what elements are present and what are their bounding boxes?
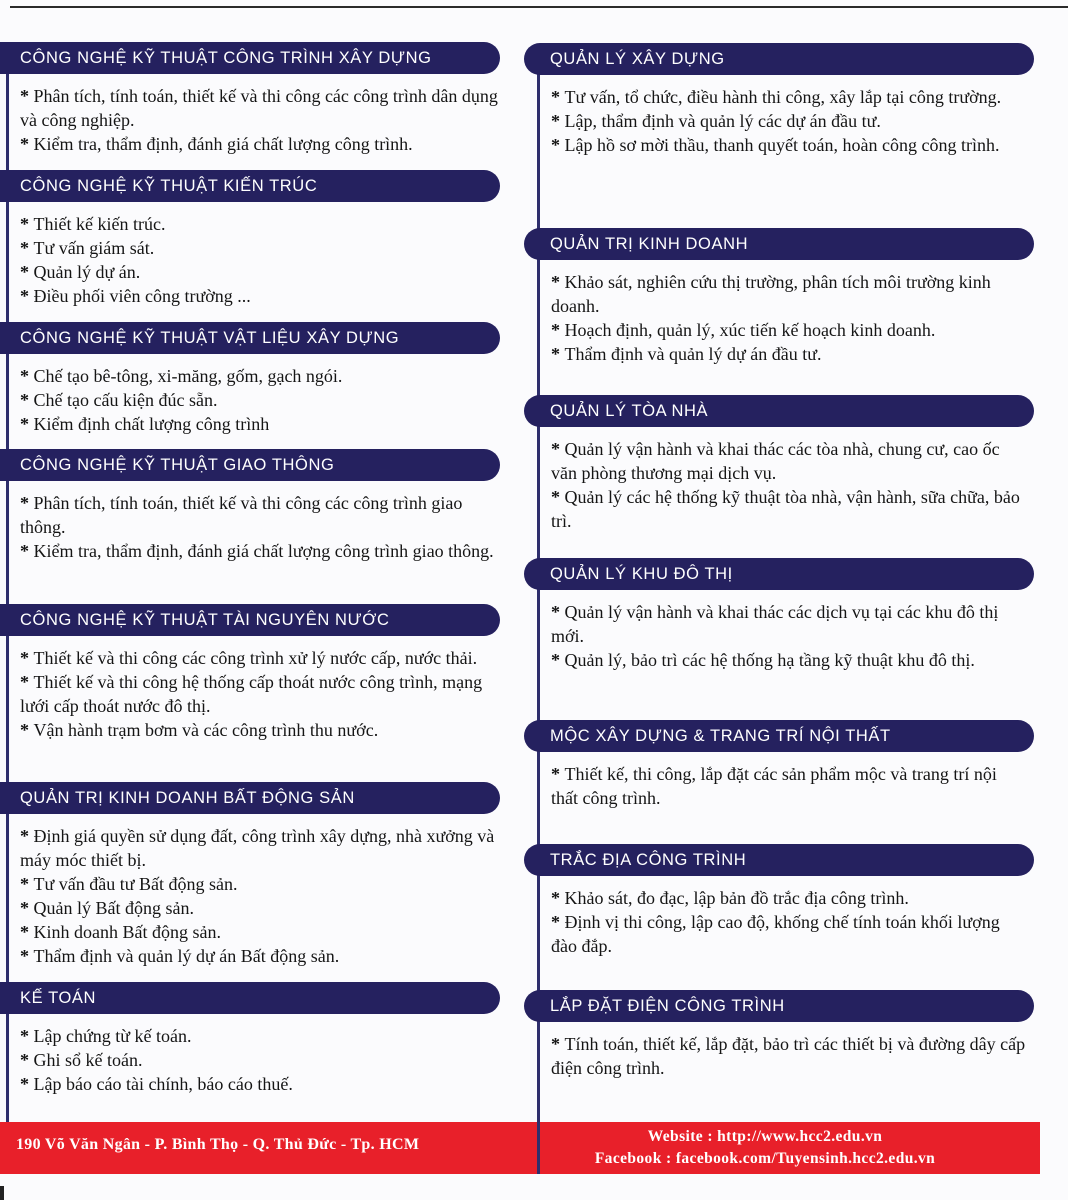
website-link[interactable]: Website : http://www.hcc2.edu.vn xyxy=(647,1128,883,1145)
list-item: * Lập hồ sơ mời thầu, thanh quyết toán, hoàn công công trình. xyxy=(551,133,1028,157)
top-rule xyxy=(10,6,1068,8)
section-bat-dong-san xyxy=(0,782,500,968)
section-ke-toan xyxy=(0,982,500,1096)
list-item: * Kiểm tra, thẩm định, đánh giá chất lượng công trình giao thông. xyxy=(20,539,500,563)
list-item: * Phân tích, tính toán, thiết kế và thi công các công trình giao thông. xyxy=(20,491,500,539)
section-header: QUẢN TRỊ KINH DOANH xyxy=(524,228,1034,260)
section-header: MỘC XÂY DỰNG & TRANG TRÍ NỘI THẤT xyxy=(524,720,1034,752)
list-item: * Thiết kế và thi công hệ thống cấp thoát nước công trình, mạng lưới cấp thoát nước đô thị. xyxy=(20,670,500,718)
list-item: * Quản lý vận hành và khai thác các dịch vụ tại các khu đô thị mới. xyxy=(551,600,1028,648)
section-header: CÔNG NGHỆ KỸ THUẬT VẬT LIỆU XÂY DỰNG xyxy=(0,322,500,354)
footer-address: 190 Võ Văn Ngân - P. Bình Thọ - Q. Thủ Đức - Tp. HCM xyxy=(16,1136,420,1153)
section-moc-noi-that xyxy=(524,720,1034,810)
list-item: * Quản lý các hệ thống kỹ thuật tòa nhà, vận hành, sữa chữa, bảo trì. xyxy=(551,485,1028,533)
section-header: QUẢN LÝ TÒA NHÀ xyxy=(524,395,1034,427)
list-item: * Lập báo cáo tài chính, báo cáo thuế. xyxy=(20,1072,500,1096)
list-item: * Tư vấn đầu tư Bất động sản. xyxy=(20,872,500,896)
list-item: * Kiểm tra, thẩm định, đánh giá chất lượng công trình. xyxy=(20,132,500,156)
section-header: TRẮC ĐỊA CÔNG TRÌNH xyxy=(524,844,1034,876)
list-item: * Định giá quyền sử dụng đất, công trình xây dựng, nhà xưởng và máy móc thiết bị. xyxy=(20,824,500,872)
list-item: * Lập chứng từ kế toán. xyxy=(20,1024,500,1048)
section-header: CÔNG NGHỆ KỸ THUẬT KIẾN TRÚC xyxy=(0,170,500,202)
list-item: * Kinh doanh Bất động sản. xyxy=(20,920,500,944)
section-quan-ly-xay-dung xyxy=(524,43,1034,157)
section-header: QUẢN TRỊ KINH DOANH BẤT ĐỘNG SẢN xyxy=(0,782,500,814)
list-item: * Tính toán, thiết kế, lắp đặt, bảo trì các thiết bị và đường dây cấp điện công trình. xyxy=(551,1032,1028,1080)
list-item: * Quản lý, bảo trì các hệ thống hạ tầng kỹ thuật khu đô thị. xyxy=(551,648,1028,672)
facebook-link[interactable]: Facebook : facebook.com/Tuyensinh.hcc2.edu.vn xyxy=(594,1150,936,1167)
list-item: * Ghi sổ kế toán. xyxy=(20,1048,500,1072)
list-item: * Vận hành trạm bơm và các công trình thu nước. xyxy=(20,718,500,742)
footer-bar xyxy=(0,1122,1040,1174)
list-item: * Tư vấn, tổ chức, điều hành thi công, xây lắp tại công trường. xyxy=(551,85,1028,109)
section-cong-trinh-xay-dung xyxy=(0,42,500,156)
list-item: * Hoạch định, quản lý, xúc tiến kế hoạch kinh doanh. xyxy=(551,318,1028,342)
list-item: * Chế tạo bê-tông, xi-măng, gốm, gạch ngói. xyxy=(20,364,500,388)
list-item: * Thẩm định và quản lý dự án Bất động sản. xyxy=(20,944,500,968)
section-header: CÔNG NGHỆ KỸ THUẬT TÀI NGUYÊN NƯỚC xyxy=(0,604,500,636)
list-item: * Chế tạo cấu kiện đúc sẵn. xyxy=(20,388,500,412)
list-item: * Điều phối viên công trường ... xyxy=(20,284,500,308)
section-header: QUẢN LÝ KHU ĐÔ THỊ xyxy=(524,558,1034,590)
list-item: * Phân tích, tính toán, thiết kế và thi công các công trình dân dụng và công nghiệp. xyxy=(20,84,500,132)
list-item: * Thiết kế và thi công các công trình xử lý nước cấp, nước thải. xyxy=(20,646,500,670)
list-item: * Quản lý vận hành và khai thác các tòa nhà, chung cư, cao ốc văn phòng thương mại dịch vụ. xyxy=(551,437,1028,485)
footer-links xyxy=(540,1126,990,1170)
section-trac-dia xyxy=(524,844,1034,958)
list-item: * Định vị thi công, lập cao độ, khống chế tính toán khối lượng đào đắp. xyxy=(551,910,1028,958)
section-header: KẾ TOÁN xyxy=(0,982,500,1014)
list-item: * Thiết kế, thi công, lắp đặt các sản phẩm mộc và trang trí nội thất công trình. xyxy=(551,762,1028,810)
list-item: * Lập, thẩm định và quản lý các dự án đầu tư. xyxy=(551,109,1028,133)
section-quan-ly-khu-do-thi xyxy=(524,558,1034,672)
section-header: LẮP ĐẶT ĐIỆN CÔNG TRÌNH xyxy=(524,990,1034,1022)
list-item: * Khảo sát, đo đạc, lập bản đồ trắc địa công trình. xyxy=(551,886,1028,910)
section-kien-truc xyxy=(0,170,500,308)
section-header: CÔNG NGHỆ KỸ THUẬT GIAO THÔNG xyxy=(0,449,500,481)
list-item: * Quản lý Bất động sản. xyxy=(20,896,500,920)
list-item: * Kiểm định chất lượng công trình xyxy=(20,412,500,436)
section-quan-ly-toa-nha xyxy=(524,395,1034,533)
list-item: * Thiết kế kiến trúc. xyxy=(20,212,500,236)
section-quan-tri-kinh-doanh xyxy=(524,228,1034,366)
section-tai-nguyen-nuoc xyxy=(0,604,500,742)
section-header: CÔNG NGHỆ KỸ THUẬT CÔNG TRÌNH XÂY DỰNG xyxy=(0,42,500,74)
list-item: * Quản lý dự án. xyxy=(20,260,500,284)
section-lap-dat-dien xyxy=(524,990,1034,1080)
section-header: QUẢN LÝ XÂY DỰNG xyxy=(524,43,1034,75)
bottom-mark xyxy=(0,1186,4,1200)
section-giao-thong xyxy=(0,449,500,563)
list-item: * Thẩm định và quản lý dự án đầu tư. xyxy=(551,342,1028,366)
list-item: * Khảo sát, nghiên cứu thị trường, phân tích môi trường kinh doanh. xyxy=(551,270,1028,318)
section-vat-lieu-xay-dung xyxy=(0,322,500,436)
list-item: * Tư vấn giám sát. xyxy=(20,236,500,260)
